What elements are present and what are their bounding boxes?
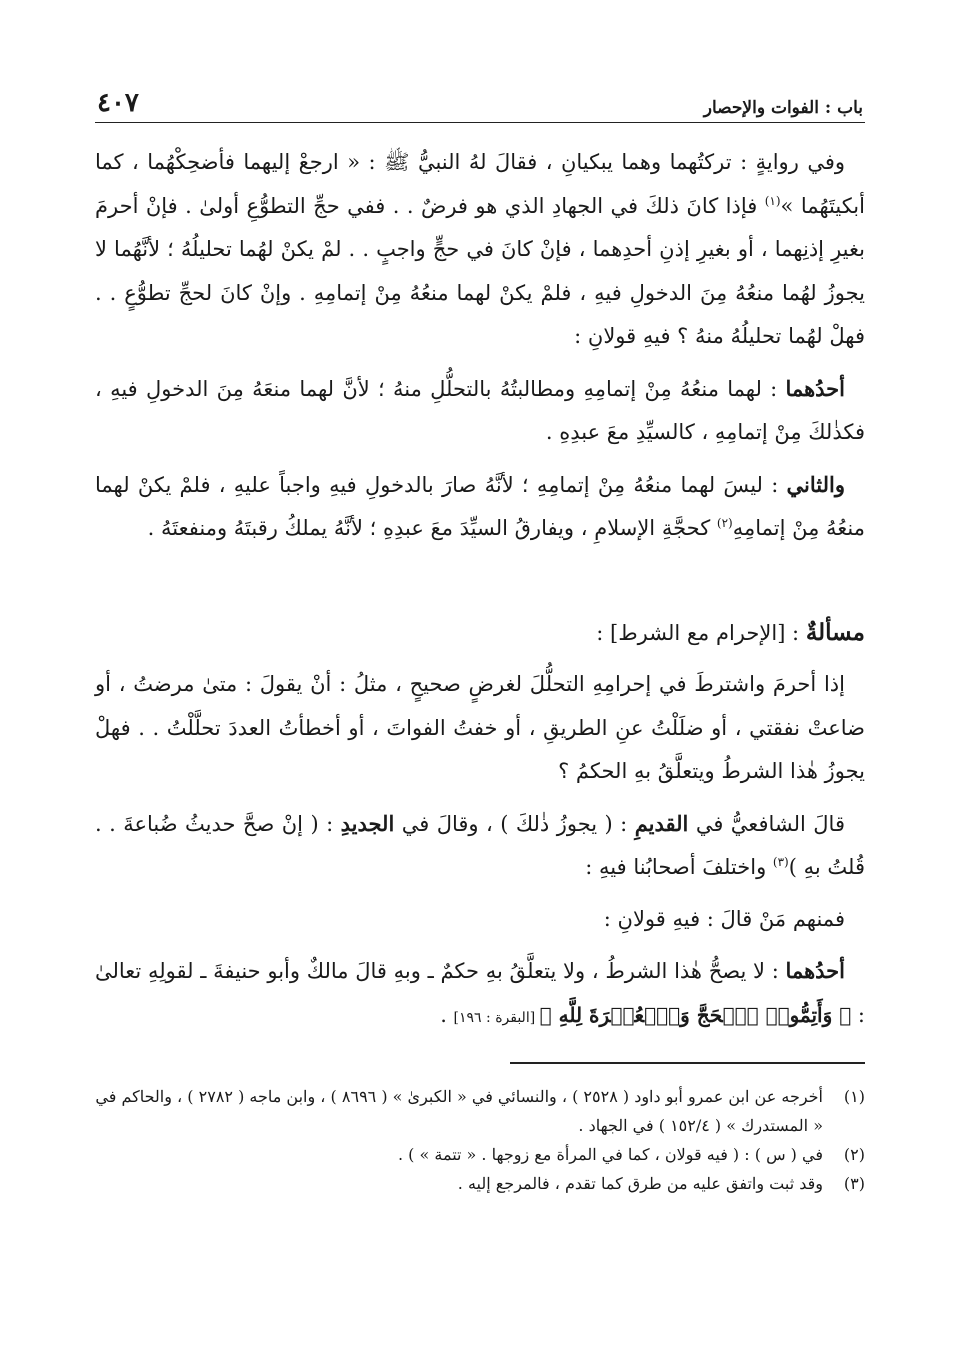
masala-title: : [الإحرام مع الشرط] : <box>596 620 806 645</box>
opinion-label: والثاني <box>786 471 845 497</box>
footnote-number: (٣) <box>843 1174 865 1193</box>
paragraph-second-opinion: والثاني : ليسَ لهما منعُهُ مِنْ إتمامِهِ ؛ لأنَّهُ صارَ بالدخولِ فيهِ واجباً عليهِ ، فلمْ يكنْ لهما منعُهُ مِنْ إتمامِهِ$^{(٢)}$ كحجَّةِ الإسلامِ ، ويفارقُ السيِّدَ معَ عبدِهِ ؛ لأنَّهُ يملكُ رقبتَهُ ومنفعتَهُ . <box>95 471 865 540</box>
footnote-3 <box>95 1169 865 1198</box>
verse-reference: [البقرة : ١٩٦] <box>453 1009 540 1026</box>
footnote-number: (٢) <box>843 1145 865 1164</box>
masala-label: مسألةٌ <box>805 618 865 646</box>
paragraph-question: إذا أحرمَ واشترطَ في إحرامِهِ التحلُّلَ لغرضٍ صحيحٍ ، مثلُ : أنْ يقولَ : متىٰ مرضتُ ، أو ضاعتْ نفقتي ، أو ضلَلْتُ عنِ الطريقِ ، أو خفتُ الفواتَ ، أو أخطأتُ العددَ تحلَّلْتُ . . فهلْ يجوزُ هٰذا الشرطُ ويتعلَّقُ بهِ الحكمُ ؟ <box>95 672 865 783</box>
paragraph-first-view: أحدُهما : لا يصحُّ هٰذا الشرطُ ، ولا يتعلَّقُ بهِ حكمٌ ـ وبهِ قالَ مالكٌ وأبو حنيفةَ ـ لقولِهِ تعالىٰ : ﴿ وَأَتِمُّوا۟ ٱلۡحَجَّ وَٱلۡعُمۡرَةَ لِلَّهِ ﴾ [البقرة : ١٩٦] . <box>95 958 865 1027</box>
footnote-ref-1[interactable]: (١) <box>764 193 781 208</box>
footnote-2 <box>95 1140 865 1169</box>
footnote-text: في ( س ) : ( فيه قولان ، كما في المرأة مع زوجها . « تتمة » ) . <box>397 1145 823 1164</box>
paragraph-two-views: فمنهم مَنْ قالَ : فيهِ قولانِ : <box>603 906 845 931</box>
opinion-label: أحدُهما <box>785 958 845 983</box>
footnote-text: أخرجه عن ابن عمرو أبو داود ( ٢٥٢٨ ) ، والنسائي في « الكبرىٰ » ( ٨٦٩٦ ) ، وابن ماجه ( ٢٧٨٢ ) ، والحاكم في « المستدرك » ( ١٥٢/٤ ) في الجهاد . <box>95 1087 823 1135</box>
paragraph-1: وفي روايةٍ : تركتُهما وهما يبكيانِ ، فقالَ لهُ النبيُّ ﷺ : « ارجعْ إليهما فأضحِكْهُما ، كما أبكيتَهُما »$^{(١)}$ فإذا كانَ ذلكَ في الجهادِ الذي هو فرضٌ . . ففي حجِّ التطوُّعِ أولىٰ . فإنْ أحرمَ بغيرِ إذنِهما ، أو بغيرِ إذنِ أحدِهما ، فإنْ كانَ في حجٍّ واجبٍ . . لمْ يكنْ لهُما تحليلُهُ ؛ لأنَّهُما لا يجوزُ لهُما منعُهُ مِنَ الدخولِ فيهِ ، فلمْ يكنْ لهما منعُهُ مِنْ إتمامِهِ . وإنْ كانَ لحجِّ تطوُّعٍ . . فهلْ لهُما تحليلُهُ منهُ ؟ فيهِ قولانِ : <box>95 150 865 348</box>
main-text <box>95 141 865 1040</box>
book-page <box>95 85 865 1198</box>
running-title: باب : الفوات والإحصار <box>703 98 863 118</box>
opinion-label: أحدُهما <box>785 375 845 401</box>
page-header <box>95 85 865 123</box>
paragraph-shafii: قالَ الشافعيُّ في القديمِ : ( يجوزُ ذٰلكَ ) ، وقالَ في الجديدِ : ( إنْ صحَّ حديثُ ضُباعةَ . . قُلتُ بهِ )$^{(٣)}$ واختلفَ أصحابُنا فيهِ : <box>95 810 865 879</box>
footnote-number: (١) <box>843 1087 865 1106</box>
paragraph-first-opinion: أحدُهما : لهما منعُهُ مِنْ إتمامِهِ ومطالبتُهُ بالتحلُّلِ منهُ ؛ لأنَّ لهما منعَهُ مِنَ الدخولِ فيهِ ، فكذٰلكَ مِنْ إتمامِهِ ، كالسيِّدِ معَ عبدِهِ . <box>95 375 865 444</box>
section-gap <box>95 559 865 611</box>
footnote-ref-2[interactable]: (٢) <box>716 516 733 530</box>
footnote-text: وقد ثبت واتفق عليه من طرق كما تقدم ، فالمرجع إليه . <box>457 1174 823 1193</box>
footnote-separator <box>510 1062 865 1064</box>
footnote-ref-3[interactable]: (٣) <box>772 855 789 869</box>
masala-heading <box>95 611 865 656</box>
footnotes <box>95 1082 865 1198</box>
quran-verse: ﴿ وَأَتِمُّوا۟ ٱلۡحَجَّ وَٱلۡعُمۡرَةَ لِلَّهِ ﴾ <box>539 1002 852 1027</box>
footnote-1 <box>95 1082 865 1140</box>
page-number: ٤٠٧ <box>97 88 139 118</box>
